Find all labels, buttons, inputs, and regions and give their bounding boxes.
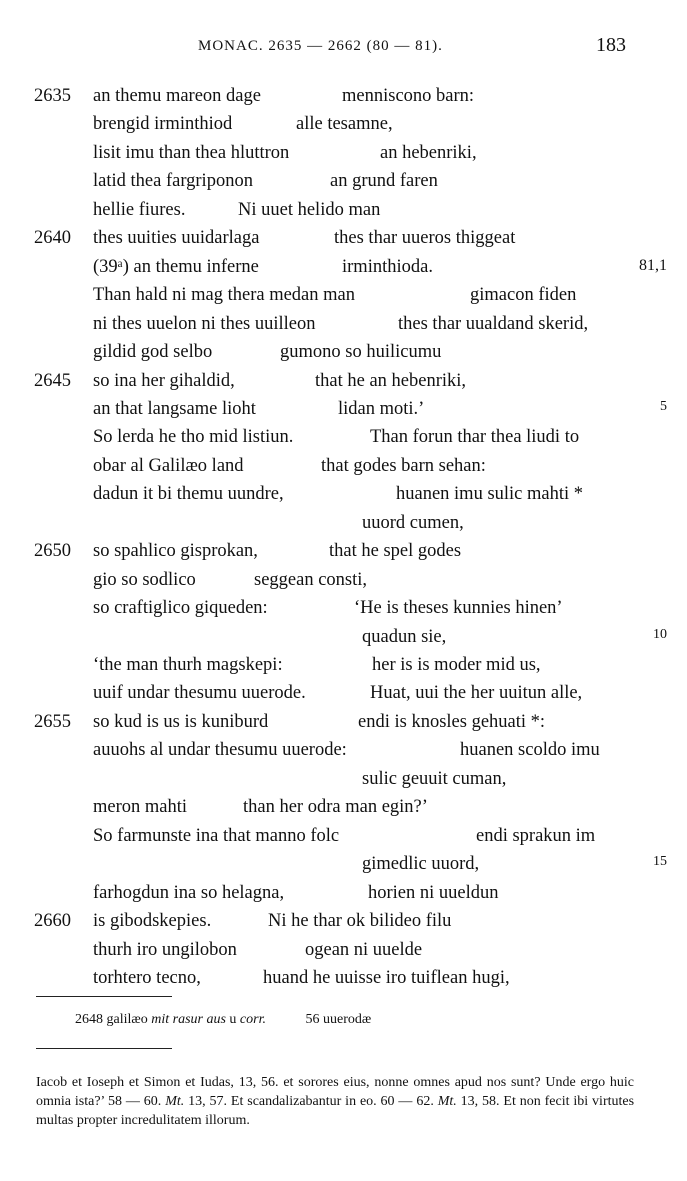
verse-line	[0, 314, 687, 342]
second-half-line: her is is moder mid us,	[372, 655, 541, 675]
second-half-line: alle tesamne,	[296, 114, 393, 135]
first-half-line: so ina her gihaldid,	[93, 370, 235, 391]
footnote-rule-1	[36, 996, 172, 997]
first-half-line: gildid god selbo	[93, 342, 213, 363]
verse-line	[0, 285, 687, 313]
first-half-line: (39ᵃ) an themu inferne	[93, 256, 259, 277]
verse-line	[0, 883, 687, 911]
first-half-line: torhtero tecno,	[93, 967, 201, 988]
line-number: 2655	[34, 711, 71, 732]
first-half-line: thurh iro ungilobon	[93, 939, 237, 960]
line-number: 2640	[34, 228, 71, 249]
verse-line	[0, 228, 687, 256]
second-half-line: that he spel godes	[329, 541, 462, 562]
second-half-line: Than forun thar thea liudi to	[370, 427, 580, 448]
first-half-line: an that langsame lioht	[93, 398, 256, 419]
second-half-line: huanen scoldo imu	[460, 740, 600, 761]
verse-line	[0, 541, 687, 569]
second-half-line: endi is knosles gehuati *:	[358, 711, 546, 732]
apparatus-word: u	[229, 1012, 237, 1027]
verse-line	[0, 171, 687, 199]
latin-text: 13, 57. Et scandalizabantur in eo. 60 — 62.	[188, 1094, 434, 1109]
apparatus-ref: 2648 galilæo	[75, 1012, 148, 1027]
verse-line	[0, 570, 687, 598]
line-number: 2635	[34, 86, 71, 106]
footnote-rule-2	[36, 1048, 172, 1049]
first-half-line: is gibodskepies.	[93, 911, 212, 932]
verse-line	[0, 740, 687, 768]
latin-text: Iacob et Ioseph et Simon et Iudas, 13, 56. et sorores eius, nonne omnes apud nos sunt? Unde ergo huic omnia ista?’ 58 — 60.	[36, 1075, 634, 1109]
second-half-line: thes thar uueros thiggeat	[334, 228, 516, 249]
first-half-line: latid thea fargriponon	[93, 171, 253, 192]
verse-line	[0, 484, 687, 512]
first-half-line: hellie fiures.	[93, 199, 186, 220]
latin-source-note	[36, 1073, 634, 1130]
second-half-line: an grund faren	[330, 171, 438, 192]
first-half-line: meron mahti	[93, 797, 188, 818]
line-number: 2650	[34, 541, 71, 562]
line-number: 2660	[34, 911, 71, 932]
margin-reference: 5	[660, 398, 667, 414]
second-half-line: ogean ni uuelde	[305, 939, 423, 960]
first-half-line: so craftiglico giqueden:	[93, 598, 268, 619]
verse-line	[0, 143, 687, 171]
second-half-line: seggean consti,	[254, 569, 368, 590]
first-half-line: Than hald ni mag thera medan man	[93, 285, 355, 306]
apparatus-ref: 56 uuerodæ	[305, 1012, 372, 1027]
second-half-line: gimacon fiden	[470, 285, 577, 306]
margin-reference: 10	[653, 626, 667, 642]
verse-line	[0, 683, 687, 711]
verse-line	[0, 399, 687, 427]
apparatus-note: corr.	[239, 1012, 266, 1027]
verse-line	[0, 769, 687, 797]
first-half-line: auuohs al undar thesumu uuerode:	[93, 740, 347, 761]
margin-reference: 81,1	[639, 256, 667, 274]
second-half-line: than her odra man egin?’	[243, 797, 428, 818]
verse-line	[0, 940, 687, 968]
second-half-line: thes thar uualdand skerid,	[398, 313, 589, 334]
first-half-line: ‘the man thurh magskepi:	[93, 655, 283, 675]
second-half-line: uuord cumen,	[362, 512, 464, 533]
verse-line	[0, 456, 687, 484]
verse-line	[0, 911, 687, 939]
first-half-line: so spahlico gisprokan,	[93, 541, 258, 562]
page-number: 183	[596, 34, 626, 56]
first-half-line: So lerda he tho mid listiun.	[93, 427, 294, 448]
verse-line	[0, 342, 687, 370]
first-half-line: dadun it bi themu uundre,	[93, 484, 284, 505]
second-half-line: gimedlic uuord,	[362, 854, 480, 875]
latin-reference: Mt.	[437, 1094, 457, 1109]
first-half-line: lisit imu than thea hluttron	[93, 142, 290, 163]
first-half-line: uuif undar thesumu uuerode.	[93, 683, 306, 704]
verse-line	[0, 627, 687, 655]
second-half-line: ‘He is theses kunnies hinen’	[354, 598, 563, 619]
verse-line	[0, 797, 687, 825]
second-half-line: lidan moti.’	[338, 398, 425, 419]
verse-line	[0, 655, 687, 683]
first-half-line: So farmunste ina that manno folc	[93, 825, 340, 846]
second-half-line: irminthioda.	[342, 256, 433, 277]
verse-line	[0, 712, 687, 740]
latin-text: 13, 58. Et non fecit ibi virtutes multas propter incredulitatem illorum.	[36, 1094, 635, 1128]
second-half-line: huanen imu sulic mahti *	[396, 484, 584, 505]
second-half-line: endi sprakun im	[476, 825, 596, 846]
second-half-line: horien ni uueldun	[368, 882, 499, 903]
second-half-line: huand he uuisse iro tuiflean hugi,	[263, 967, 510, 988]
verse-line	[0, 371, 687, 399]
verse-line	[0, 200, 687, 228]
first-half-line: an themu mareon dage	[93, 86, 261, 106]
verse-line	[0, 968, 687, 996]
line-number: 2645	[34, 370, 71, 391]
verse-line	[0, 86, 687, 114]
apparatus-note: mit rasur aus	[151, 1012, 226, 1027]
second-half-line: an hebenriki,	[380, 142, 477, 163]
first-half-line: gio so sodlico	[93, 569, 196, 590]
second-half-line: Ni uuet helido man	[238, 199, 381, 220]
first-half-line: so kud is us is kuniburd	[93, 711, 269, 732]
second-half-line: Ni he thar ok bilideo filu	[268, 911, 452, 932]
first-half-line: ni thes uuelon ni thes uuilleon	[93, 313, 316, 334]
first-half-line: farhogdun ina so helagna,	[93, 882, 285, 903]
second-half-line: sulic geuuit cuman,	[362, 768, 507, 789]
verse-line	[0, 114, 687, 142]
verse-line	[0, 513, 687, 541]
latin-reference: Mt.	[165, 1094, 185, 1109]
margin-reference: 15	[653, 854, 667, 870]
verse-line	[0, 257, 687, 285]
verse-line	[0, 598, 687, 626]
verse-line	[0, 427, 687, 455]
verse-line	[0, 826, 687, 854]
verse-line	[0, 854, 687, 882]
first-half-line: obar al Galilæo land	[93, 455, 244, 476]
second-half-line: quadun sie,	[362, 626, 447, 647]
second-half-line: Huat, uui the her uuitun alle,	[370, 683, 583, 704]
first-half-line: brengid irminthiod	[93, 114, 233, 135]
first-half-line: thes uuities uuidarlaga	[93, 228, 260, 249]
running-title: MONAC. 2635 — 2662 (80 — 81).	[198, 38, 443, 54]
critical-apparatus	[75, 1012, 371, 1028]
second-half-line: that he an hebenriki,	[315, 370, 467, 391]
second-half-line: menniscono barn:	[342, 86, 475, 106]
second-half-line: that godes barn sehan:	[321, 455, 486, 476]
second-half-line: gumono so huilicumu	[280, 342, 442, 363]
